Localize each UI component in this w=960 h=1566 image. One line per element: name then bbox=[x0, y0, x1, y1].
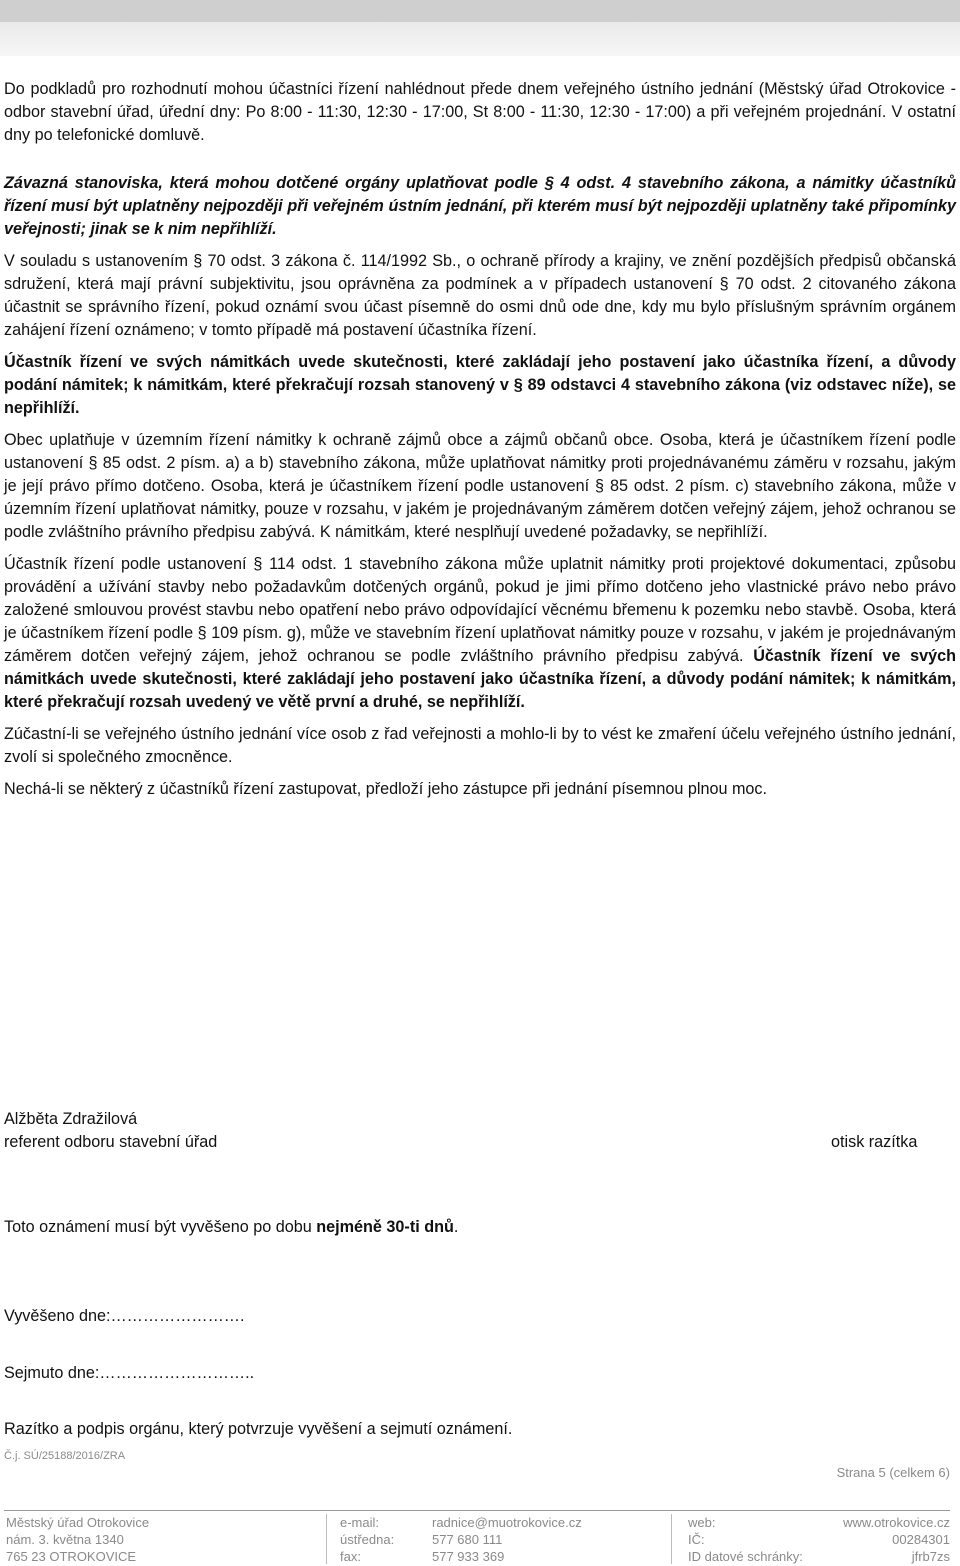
footer-ico-value: 00284301 bbox=[892, 1532, 950, 1547]
paragraph-public-representative: Zúčastní-li se veřejného ústního jednání více osob z řad veřejnosti a mohlo-li by to vést ke zmaření účelu veřejného ústního jednání, zvolí si společného zmocněnce. bbox=[4, 725, 956, 766]
footer-rule bbox=[4, 1510, 950, 1511]
header-band bbox=[0, 0, 960, 56]
removed-date-line: Sejmuto dne:……………………….. bbox=[4, 1364, 255, 1382]
footer bbox=[0, 1510, 960, 1566]
document-body bbox=[4, 78, 956, 810]
paragraph-civic-associations: V souladu s ustanovením § 70 odst. 3 zákona č. 114/1992 Sb., o ochraně přírody a krajiny, ve znění pozdějších předpisů občanská sdružení, která mají právní subjektivitu, jsou oprávněna za podmínek a v případech ustanovení § 70 odst. 2 citovaného zákona účastnit se správního řízení, pokud oznámí svou účast písemně do osmi dnů ode dne, kdy mu bylo příslušným správním orgánem zahájení řízení oznámeno; v tomto případě má postavení účastníka řízení. bbox=[4, 252, 956, 339]
footer-ico-label: IČ: bbox=[688, 1532, 705, 1547]
footer-fax-value: 577 933 369 bbox=[432, 1549, 505, 1564]
paragraph-power-of-attorney: Nechá-li se některý z účastníků řízení zastupovat, předloží jeho zástupce při jednání písemnou plnou moc. bbox=[4, 780, 768, 798]
footer-divider bbox=[671, 1514, 672, 1564]
paragraph-objections-rules: Účastník řízení ve svých námitkách uvede skutečnosti, které zakládají jeho postavení jako účastníka řízení, a důvody podání námitek; k námitkám, které překračují rozsah stanovený v § 89 odstavci 4 stavebního zákona (viz odstavec níže), se nepřihlíží. bbox=[4, 353, 956, 417]
signatory-role: referent odboru stavební úřad bbox=[4, 1133, 218, 1151]
posted-date-line: Vyvěšeno dne:……………………. bbox=[4, 1307, 245, 1325]
posting-duration-notice: Toto oznámení musí být vyvěšeno po dobu nejméně 30-ti dnů. bbox=[4, 1218, 459, 1236]
paragraph-binding-opinions: Závazná stanoviska, která mohou dotčené orgány uplatňovat podle § 4 odst. 4 stavebního zákona, a námitky účastníků řízení musí být uplatněny nejpozději při veřejném ústním jednání, při kterém musí být nejpozději uplatněny také připomínky veřejnosti; jinak se k nim nepřihlíží. bbox=[4, 174, 956, 238]
page-number: Strana 5 (celkem 6) bbox=[836, 1465, 950, 1480]
footer-databox-value: jfrb7zs bbox=[911, 1549, 950, 1564]
footer-office-line-1: Městský úřad Otrokovice bbox=[6, 1515, 150, 1530]
confirmation-line: Razítko a podpis orgánu, který potvrzuje vyvěšení a sejmutí oznámení. bbox=[4, 1420, 513, 1438]
footer-office-line-3: 765 23 OTROKOVICE bbox=[6, 1549, 137, 1564]
footer-fax-label: fax: bbox=[340, 1549, 361, 1564]
footer-phone-value: 577 680 111 bbox=[432, 1532, 503, 1547]
footer-office-line-2: nám. 3. května 1340 bbox=[6, 1532, 124, 1547]
signatory-name: Alžběta Zdražilová bbox=[4, 1110, 138, 1128]
header-band-light bbox=[0, 22, 960, 56]
footer-email-label: e-mail: bbox=[340, 1515, 380, 1530]
footer-web-label: web: bbox=[688, 1515, 716, 1530]
footer-email-value: radnice@muotrokovice.cz bbox=[432, 1515, 582, 1530]
footer-web-value: www.otrokovice.cz bbox=[843, 1515, 950, 1530]
footer-databox-label: ID datové schránky: bbox=[688, 1549, 803, 1564]
header-band-dark bbox=[0, 0, 960, 22]
paragraph-participant-114: Účastník řízení podle ustanovení § 114 odst. 1 stavebního zákona může uplatnit námitky proti projektové dokumentaci, způsobu provádění a užívání stavby nebo požadavkům dotčených orgánů, pokud je jimi přímo dotčeno jeho vlastnické právo nebo právo založené smlouvou provést stavbu nebo opatření nebo právo odpovídající věcnému břemenu k pozemku nebo stavbě. Osoba, která je účastníkem řízení podle § 109 písm. g), může ve stavebním řízení uplatňovat námitky pouze v rozsahu, v jakém je projednávaným záměrem dotčen veřejný zájem, jehož ochranou se podle zvláštního právního předpisu zabývá. Účastník řízení ve svých námitkách uvede skutečnosti, které zakládají jeho postavení jako účastníka řízení, a důvody podání námitek; k námitkám, které překračují rozsah uvedený ve větě první a druhé, se nepřihlíží. bbox=[4, 555, 956, 711]
footer-phone-label: ústředna: bbox=[340, 1532, 395, 1547]
reference-number: Č.j. SÚ/25188/2016/ZRA bbox=[4, 1450, 126, 1462]
footer-divider bbox=[326, 1514, 327, 1564]
paragraph-municipality-objections: Obec uplatňuje v územním řízení námitky k ochraně zájmů obce a zájmů občanů obce. Osoba, která je účastníkem řízení podle ustanovení § 85 odst. 2 písm. a) a b) stavebního zákona, může uplatňovat námitky proti projednávanému záměru v rozsahu, jakým je její právo přímo dotčeno. Osoba, která je účastníkem řízení podle ustanovení § 85 odst. 2 písm. c) stavebního zákona, může v územním řízení uplatňovat námitky, pouze v rozsahu, v jakém je projednávaným záměrem dotčen veřejný zájem, jehož ochranou se podle zvláštního právního předpisu zabývá. K námitkám, které nesplňují uvedené požadavky, se nepřihlíží. bbox=[4, 431, 956, 541]
stamp-placeholder: otisk razítka bbox=[831, 1133, 918, 1151]
paragraph-inspection: Do podkladů pro rozhodnutí mohou účastníci řízení nahlédnout přede dnem veřejného ústního jednání (Městský úřad Otrokovice - odbor stavební úřad, úřední dny: Po 8:00 - 11:30, 12:30 - 17:00, St 8:00 - 11:30, 12:30 - 17:00) a při veřejném projednání. V ostatní dny po telefonické domluvě. bbox=[4, 80, 956, 144]
